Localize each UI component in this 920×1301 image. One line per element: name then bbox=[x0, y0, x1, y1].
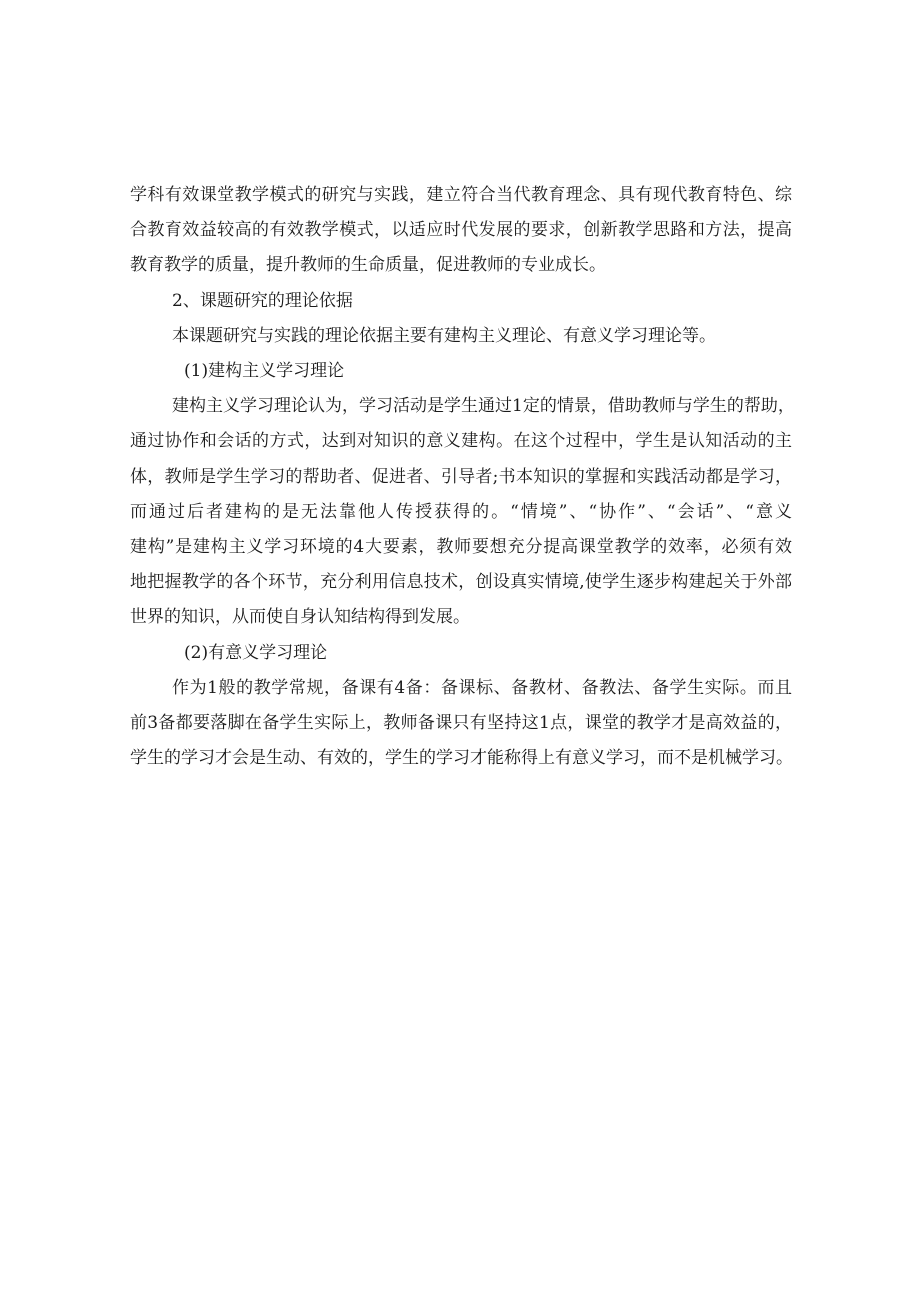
subheading-text: (2)有意义学习理论 bbox=[184, 642, 328, 663]
paragraph-meaningful-learning bbox=[130, 671, 792, 777]
text-line: 学生的学习才会是生动、有效的，学生的学习才能称得上有意义学习，而不是机械学习。 bbox=[130, 748, 793, 769]
text-line: 世界的知识，从而使自身认知结构得到发展。 bbox=[130, 607, 470, 628]
text-line: 教育教学的质量，提升教师的生命质量，促进教师的专业成长。 bbox=[130, 255, 606, 276]
text-line: 合教育效益较高的有效教学模式，以适应时代发展的要求，创新教学思路和方法，提高 bbox=[130, 220, 792, 241]
subheading-constructivism bbox=[130, 354, 792, 389]
subheading-text: (1)建构主义学习理论 bbox=[184, 361, 345, 382]
paragraph-intro bbox=[130, 178, 792, 284]
paragraph-basis bbox=[130, 319, 792, 354]
text-line: 前3备都要落脚在备学生实际上，教师备课只有坚持这1点，课堂的教学才是高效益的， bbox=[130, 713, 792, 734]
text-line: 建构主义学习理论认为，学习活动是学生通过1定的情景，借助教师与学生的帮助， bbox=[172, 396, 795, 417]
text-line: 体，教师是学生学习的帮助者、促进者、引导者;书本知识的掌握和实践活动都是学习， bbox=[130, 466, 792, 487]
document-page bbox=[130, 178, 795, 776]
subheading-meaningful-learning bbox=[130, 636, 792, 671]
text-line: 建构”是建构主义学习环境的4大要素，教师要想充分提高课堂教学的效率，必须有效 bbox=[130, 537, 792, 558]
paragraph-constructivism bbox=[130, 389, 795, 635]
text-line: 地把握教学的各个环节，充分利用信息技术，创设真实情境,使学生逐步构建起关于外部 bbox=[130, 572, 792, 593]
text-line: 作为1般的教学常规，备课有4备：备课标、备教材、备教法、备学生实际。而且 bbox=[172, 677, 792, 698]
section-heading bbox=[130, 284, 792, 319]
text-line: 本课题研究与实践的理论依据主要有建构主义理论、有意义学习理论等。 bbox=[172, 325, 716, 346]
heading-text: 2、课题研究的理论依据 bbox=[172, 290, 353, 311]
text-line: 而通过后者建构的是无法靠他人传授获得的。“情境”、“协作”、“会话”、“意义 bbox=[130, 501, 792, 522]
text-line: 通过协作和会话的方式，达到对知识的意义建构。在这个过程中，学生是认知活动的主 bbox=[130, 431, 792, 452]
text-line: 学科有效课堂教学模式的研究与实践，建立符合当代教育理念、具有现代教育特色、综 bbox=[130, 185, 792, 205]
